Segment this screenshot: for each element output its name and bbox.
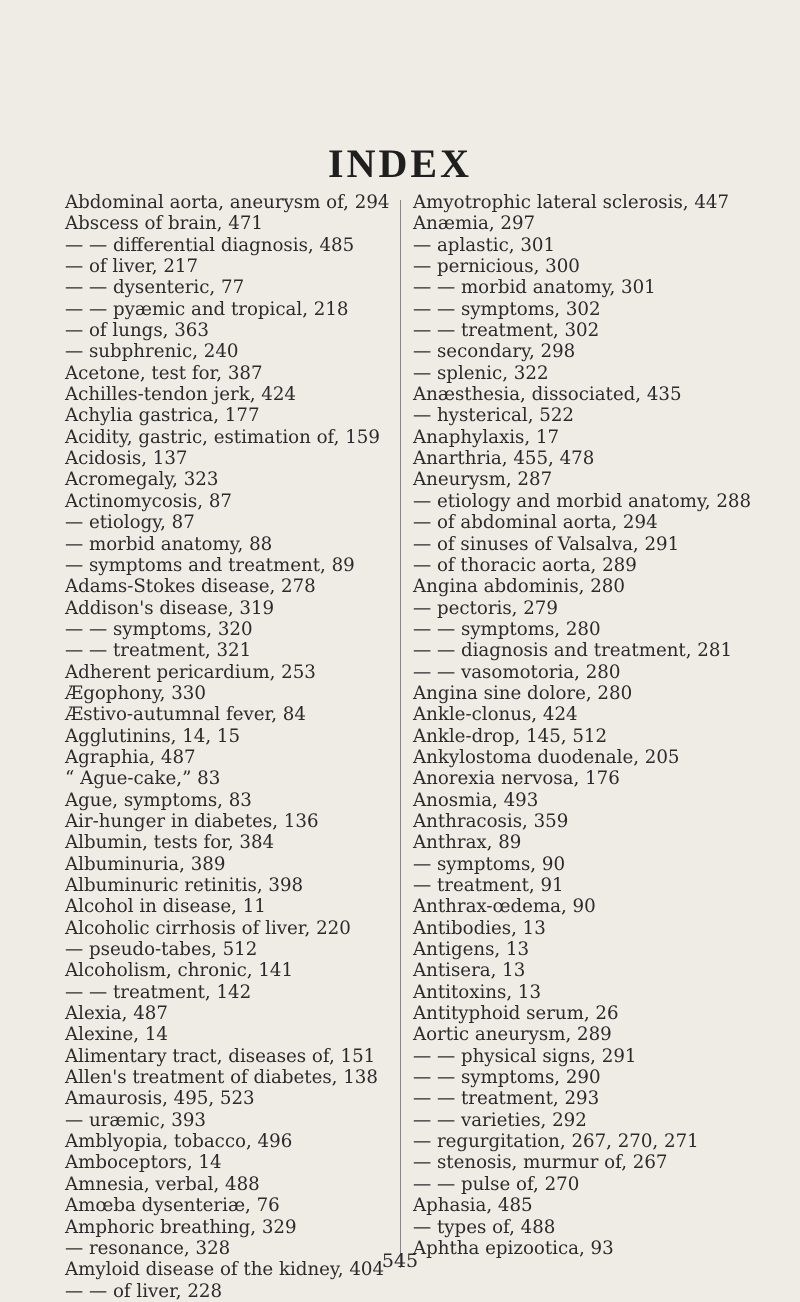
index-entry: Anosmia, 493 [413, 789, 539, 811]
index-entry: — of sinuses of Valsalva, 291 [413, 533, 680, 555]
index-column-right [413, 192, 753, 1259]
index-entry: Ægophony, 330 [65, 682, 206, 704]
index-column-left [65, 192, 390, 1302]
index-entry: Amyotrophic lateral sclerosis, 447 [413, 192, 730, 213]
index-entry: Antitoxins, 13 [413, 981, 542, 1003]
index-entry: — subphrenic, 240 [65, 341, 239, 363]
index-entry: — aplastic, 301 [413, 234, 556, 256]
index-entry: — types of, 488 [413, 1216, 556, 1238]
index-entry: Alexine, 14 [65, 1024, 168, 1046]
index-entry: Antityphoid serum, 26 [413, 1003, 619, 1025]
index-entry: Acidosis, 137 [65, 448, 188, 470]
index-entry: Aphtha epizootica, 93 [413, 1237, 614, 1259]
index-entry: Achylia gastrica, 177 [65, 405, 260, 427]
index-entry: Alcohol in disease, 11 [65, 896, 266, 918]
index-entry: — secondary, 298 [413, 341, 576, 363]
index-entry: — — treatment, 293 [413, 1088, 600, 1110]
index-entry: — — treatment, 302 [413, 320, 600, 342]
index-entry: Anarthria, 455, 478 [413, 448, 595, 470]
index-entry: — resonance, 328 [65, 1237, 231, 1259]
index-entry: Anorexia nervosa, 176 [413, 768, 620, 790]
index-entry: Antigens, 13 [413, 939, 530, 961]
index-entry: — pseudo-tabes, 512 [65, 939, 258, 961]
index-entry: Adherent pericardium, 253 [65, 661, 316, 683]
index-entry: — — symptoms, 302 [413, 298, 601, 320]
index-entry: Angina sine dolore, 280 [413, 682, 633, 704]
index-entry: — — varieties, 292 [413, 1109, 587, 1131]
index-entry: Addison's disease, 319 [65, 597, 275, 619]
page-number: 545 [381, 1250, 419, 1272]
index-entry: Amblyopia, tobacco, 496 [65, 1131, 293, 1153]
index-entry: Æstivo-autumnal fever, 84 [65, 704, 306, 726]
index-entry: — of thoracic aorta, 289 [413, 554, 637, 576]
column-divider [400, 200, 401, 1268]
index-entry: — — differential diagnosis, 485 [65, 234, 355, 256]
index-entry: Angina abdominis, 280 [413, 576, 625, 598]
index-entry: Abdominal aorta, aneurysm of, 294 [65, 192, 390, 213]
index-entry: Agglutinins, 14, 15 [65, 725, 241, 747]
index-entry: Allen's treatment of diabetes, 138 [65, 1067, 378, 1089]
index-entry: — splenic, 322 [413, 362, 549, 384]
index-entry: Aphasia, 485 [413, 1195, 533, 1217]
index-entry: Aneurysm, 287 [413, 469, 553, 491]
index-entry: Air-hunger in diabetes, 136 [65, 810, 319, 832]
index-entry: — symptoms, 90 [413, 853, 566, 875]
index-entry: Actinomycosis, 87 [65, 490, 232, 512]
index-entry: — pectoris, 279 [413, 597, 558, 619]
index-entry: Albumin, tests for, 384 [65, 832, 275, 854]
index-entry: — stenosis, murmur of, 267 [413, 1152, 668, 1174]
index-entry: Anthrax, 89 [413, 832, 522, 854]
index-entry: — treatment, 91 [413, 875, 564, 896]
index-entry: — — dysenteric, 77 [65, 277, 245, 299]
index-entry: Antibodies, 13 [413, 917, 546, 939]
index-entry: — — pulse of, 270 [413, 1173, 580, 1195]
index-entry: Antisera, 13 [413, 960, 526, 982]
index-entry: — hysterical, 522 [413, 405, 574, 427]
index-entry: — uræmic, 393 [65, 1109, 206, 1131]
index-entry: Anæsthesia, dissociated, 435 [413, 384, 682, 406]
index-entry: — — vasomotoria, 280 [413, 661, 621, 683]
index-entry: Achilles-tendon jerk, 424 [65, 384, 296, 406]
index-entry: Amaurosis, 495, 523 [65, 1088, 255, 1110]
index-entry: Ague, symptoms, 83 [65, 789, 252, 811]
index-entry: Aortic aneurysm, 289 [413, 1024, 612, 1046]
index-entry: Amœba dysenteriæ, 76 [65, 1195, 280, 1217]
index-entry: — — pyæmic and tropical, 218 [65, 298, 349, 320]
index-entry: Anthracosis, 359 [413, 810, 569, 832]
index-entry: — — symptoms, 280 [413, 618, 601, 640]
index-entry: Anthrax-œdema, 90 [413, 896, 596, 918]
index-entry: Ankle-drop, 145, 512 [413, 725, 608, 747]
index-entry: — — treatment, 321 [65, 640, 252, 662]
index-entry: Abscess of brain, 471 [65, 213, 263, 235]
index-entry: Acetone, test for, 387 [65, 362, 263, 384]
index-entry: Anaphylaxis, 17 [413, 426, 560, 448]
index-entry: “ Ague-cake,” 83 [65, 768, 221, 790]
index-entry: Amboceptors, 14 [65, 1152, 222, 1174]
index-entry: — of liver, 217 [65, 256, 199, 278]
index-entry: Anæmia, 297 [413, 213, 536, 235]
index-entry: — regurgitation, 267, 270, 271 [413, 1131, 699, 1153]
index-entry: — symptoms and treatment, 89 [65, 554, 355, 576]
index-entry: — — physical signs, 291 [413, 1045, 637, 1067]
index-entry: — — morbid anatomy, 301 [413, 277, 656, 299]
index-entry: Albuminuric retinitis, 398 [65, 875, 304, 896]
index-entry: Amnesia, verbal, 488 [65, 1173, 260, 1195]
index-entry: — morbid anatomy, 88 [65, 533, 273, 555]
index-entry: — etiology, 87 [65, 512, 195, 534]
index-entry: — — diagnosis and treatment, 281 [413, 640, 733, 662]
index-entry: Alexia, 487 [65, 1003, 168, 1025]
index-entry: Ankle-clonus, 424 [413, 704, 578, 726]
index-entry: — etiology and morbid anatomy, 288 [413, 490, 752, 512]
index-entry: Albuminuria, 389 [65, 853, 226, 875]
index-entry: — — treatment, 142 [65, 981, 252, 1003]
index-entry: — — symptoms, 320 [65, 618, 253, 640]
index-entry: Alcoholic cirrhosis of liver, 220 [65, 917, 351, 939]
index-entry: Amphoric breathing, 329 [65, 1216, 297, 1238]
index-entry: — of lungs, 363 [65, 320, 209, 342]
index-entry: — of abdominal aorta, 294 [413, 512, 658, 534]
page-title: INDEX [328, 141, 472, 186]
index-entry: — pernicious, 300 [413, 256, 580, 278]
index-entry: Ankylostoma duodenale, 205 [413, 746, 680, 768]
index-entry: Acromegaly, 323 [65, 469, 219, 491]
index-entry: Alcoholism, chronic, 141 [65, 960, 294, 982]
index-entry: Acidity, gastric, estimation of, 159 [65, 426, 380, 448]
index-entry: Alimentary tract, diseases of, 151 [65, 1045, 376, 1067]
index-entry: Adams-Stokes disease, 278 [65, 576, 316, 598]
index-entry: — — symptoms, 290 [413, 1067, 601, 1089]
index-entry: Amyloid disease of the kidney, 404 [65, 1259, 385, 1281]
index-entry: — — of liver, 228 [65, 1280, 223, 1302]
index-entry: Agraphia, 487 [65, 746, 196, 768]
